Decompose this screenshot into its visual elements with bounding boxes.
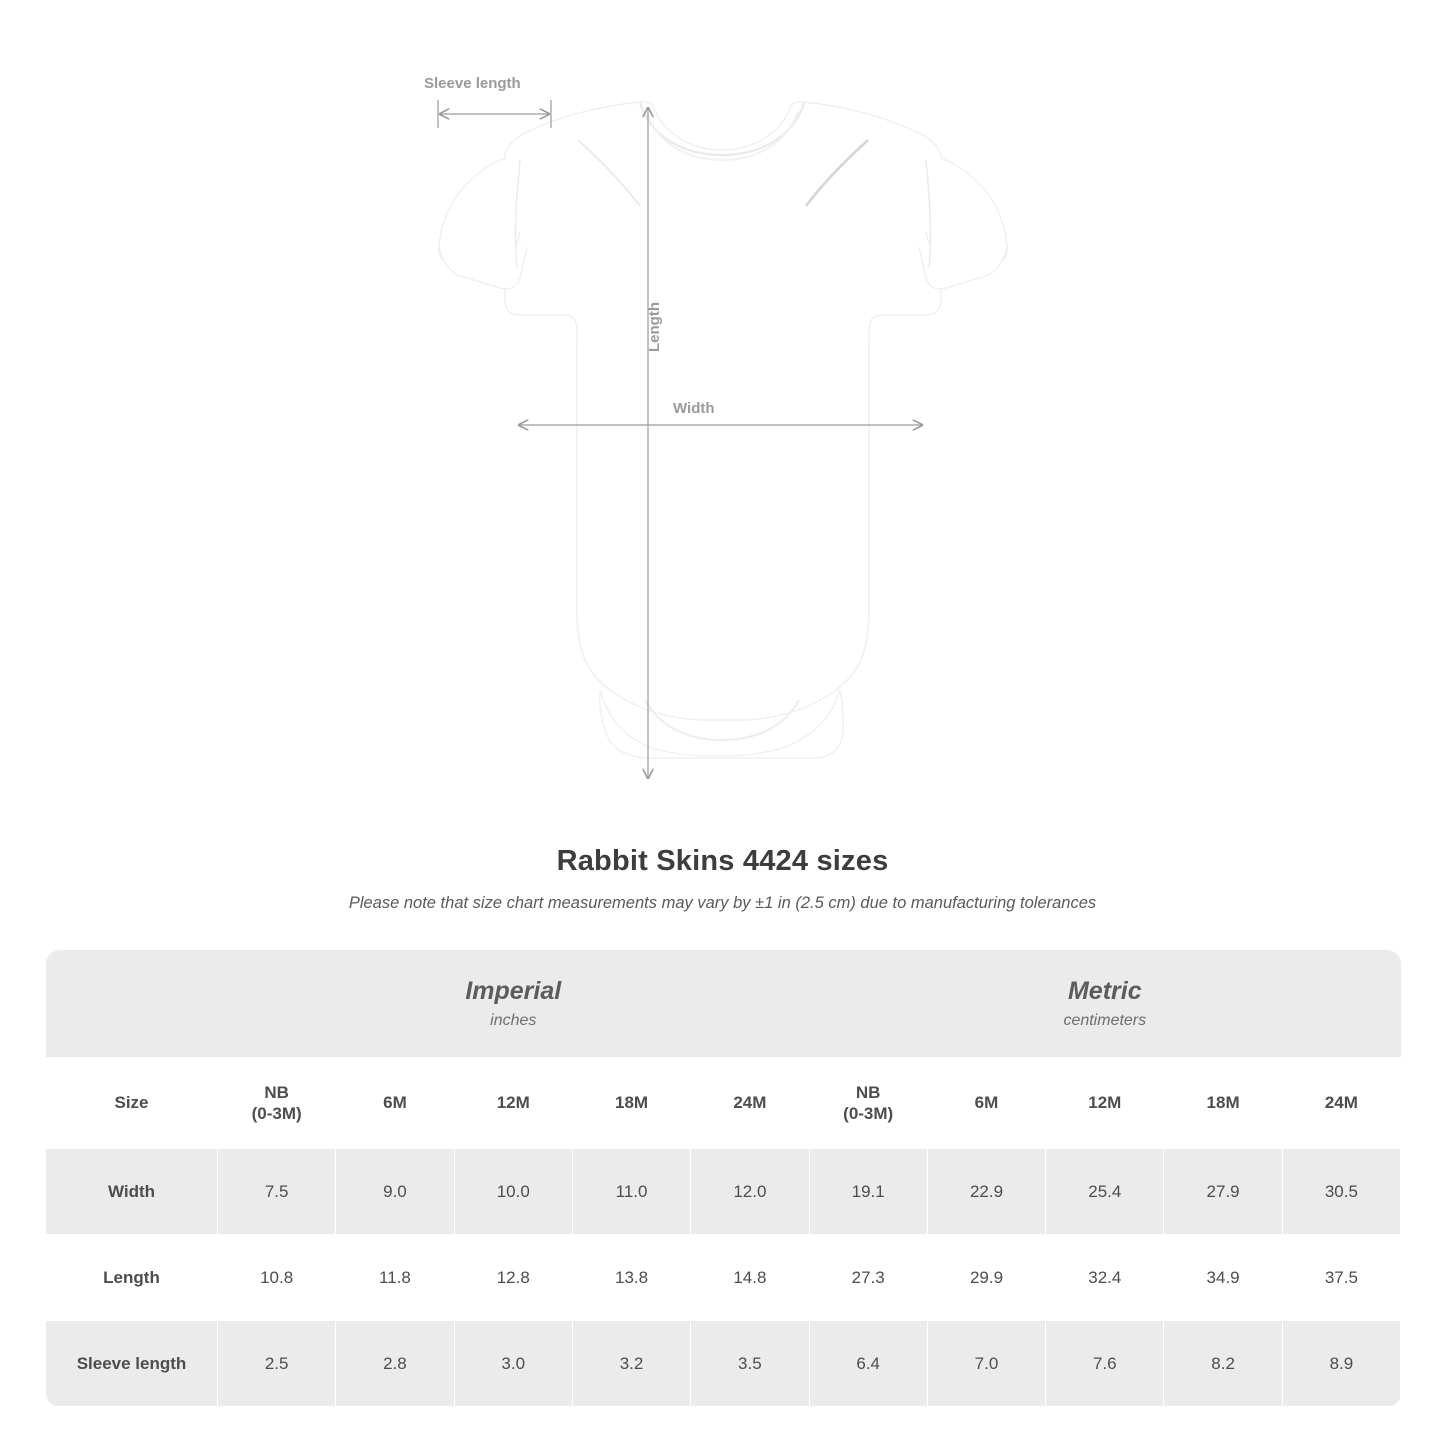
unit-group-metric-sub: centimeters [1063,1011,1147,1029]
row-label-length: Length [46,1235,218,1321]
cell-length-8: 34.9 [1164,1235,1282,1321]
header-col-1: 6M [336,1058,454,1149]
unit-header-row [46,950,1401,1058]
cell-sleeve-1: 2.8 [336,1321,454,1407]
header-col-7: 12M [1046,1058,1164,1149]
header-col-5-line2: (0-3M) [843,1104,894,1123]
cell-width-7: 25.4 [1046,1149,1164,1235]
title-block [0,845,1445,913]
header-col-5-line1: NB [855,1082,881,1102]
header-col-4: 24M [691,1058,809,1149]
table-row [46,1235,1401,1321]
header-col-0-line2: (0-3M) [251,1104,302,1123]
cell-sleeve-4: 3.5 [691,1321,809,1407]
unit-blank-cell [46,950,218,1058]
cell-width-2: 10.0 [454,1149,572,1235]
cell-sleeve-9: 8.9 [1282,1321,1400,1407]
cell-length-0: 10.8 [218,1235,336,1321]
cell-length-4: 14.8 [691,1235,809,1321]
cell-length-1: 11.8 [336,1235,454,1321]
cell-width-1: 9.0 [336,1149,454,1235]
unit-group-imperial [218,950,810,1058]
column-header-row [46,1058,1401,1149]
cell-width-4: 12.0 [691,1149,809,1235]
header-col-9: 24M [1282,1058,1400,1149]
bodysuit-shape [439,102,1007,758]
row-label-width: Width [46,1149,218,1235]
page-subtitle: Please note that size chart measurements may vary by ±1 in (2.5 cm) due to manufacturing tolerances [348,894,1097,912]
cell-sleeve-3: 3.2 [572,1321,690,1407]
cell-sleeve-6: 7.0 [927,1321,1045,1407]
size-chart-table-wrap [45,950,1400,1407]
header-col-5 [809,1058,927,1149]
cell-sleeve-0: 2.5 [218,1321,336,1407]
header-col-8: 18M [1164,1058,1282,1149]
unit-group-imperial-name: Imperial [465,977,562,1006]
header-size: Size [46,1058,218,1149]
label-length: Length [646,302,663,352]
header-col-2: 12M [454,1058,572,1149]
cell-width-9: 30.5 [1282,1149,1400,1235]
header-col-0-line1: NB [264,1082,289,1102]
cell-width-0: 7.5 [218,1149,336,1235]
cell-length-7: 32.4 [1046,1235,1164,1321]
cell-sleeve-2: 3.0 [454,1321,572,1407]
sleeve-length-measure [424,75,551,128]
row-label-sleeve-length: Sleeve length [46,1321,218,1407]
cell-length-9: 37.5 [1282,1235,1400,1321]
cell-sleeve-7: 7.6 [1046,1321,1164,1407]
cell-width-5: 19.1 [809,1149,927,1235]
header-col-0 [218,1058,336,1149]
cell-sleeve-8: 8.2 [1164,1321,1282,1407]
header-col-6: 6M [927,1058,1045,1149]
unit-group-metric [809,950,1401,1058]
page-title: Rabbit Skins 4424 sizes [556,845,889,877]
table-row [46,1321,1401,1407]
cell-length-6: 29.9 [927,1235,1045,1321]
cell-width-3: 11.0 [572,1149,690,1235]
label-width: Width [673,400,715,417]
size-chart-table [45,950,1401,1407]
cell-sleeve-5: 6.4 [809,1321,927,1407]
header-col-3: 18M [572,1058,690,1149]
cell-length-2: 12.8 [454,1235,572,1321]
cell-width-6: 22.9 [927,1149,1045,1235]
cell-length-5: 27.3 [809,1235,927,1321]
cell-width-8: 27.9 [1164,1149,1282,1235]
cell-length-3: 13.8 [572,1235,690,1321]
unit-group-metric-name: Metric [1067,977,1142,1006]
table-row [46,1149,1401,1235]
unit-group-imperial-sub: inches [490,1011,537,1029]
label-sleeve-length: Sleeve length [424,75,521,92]
